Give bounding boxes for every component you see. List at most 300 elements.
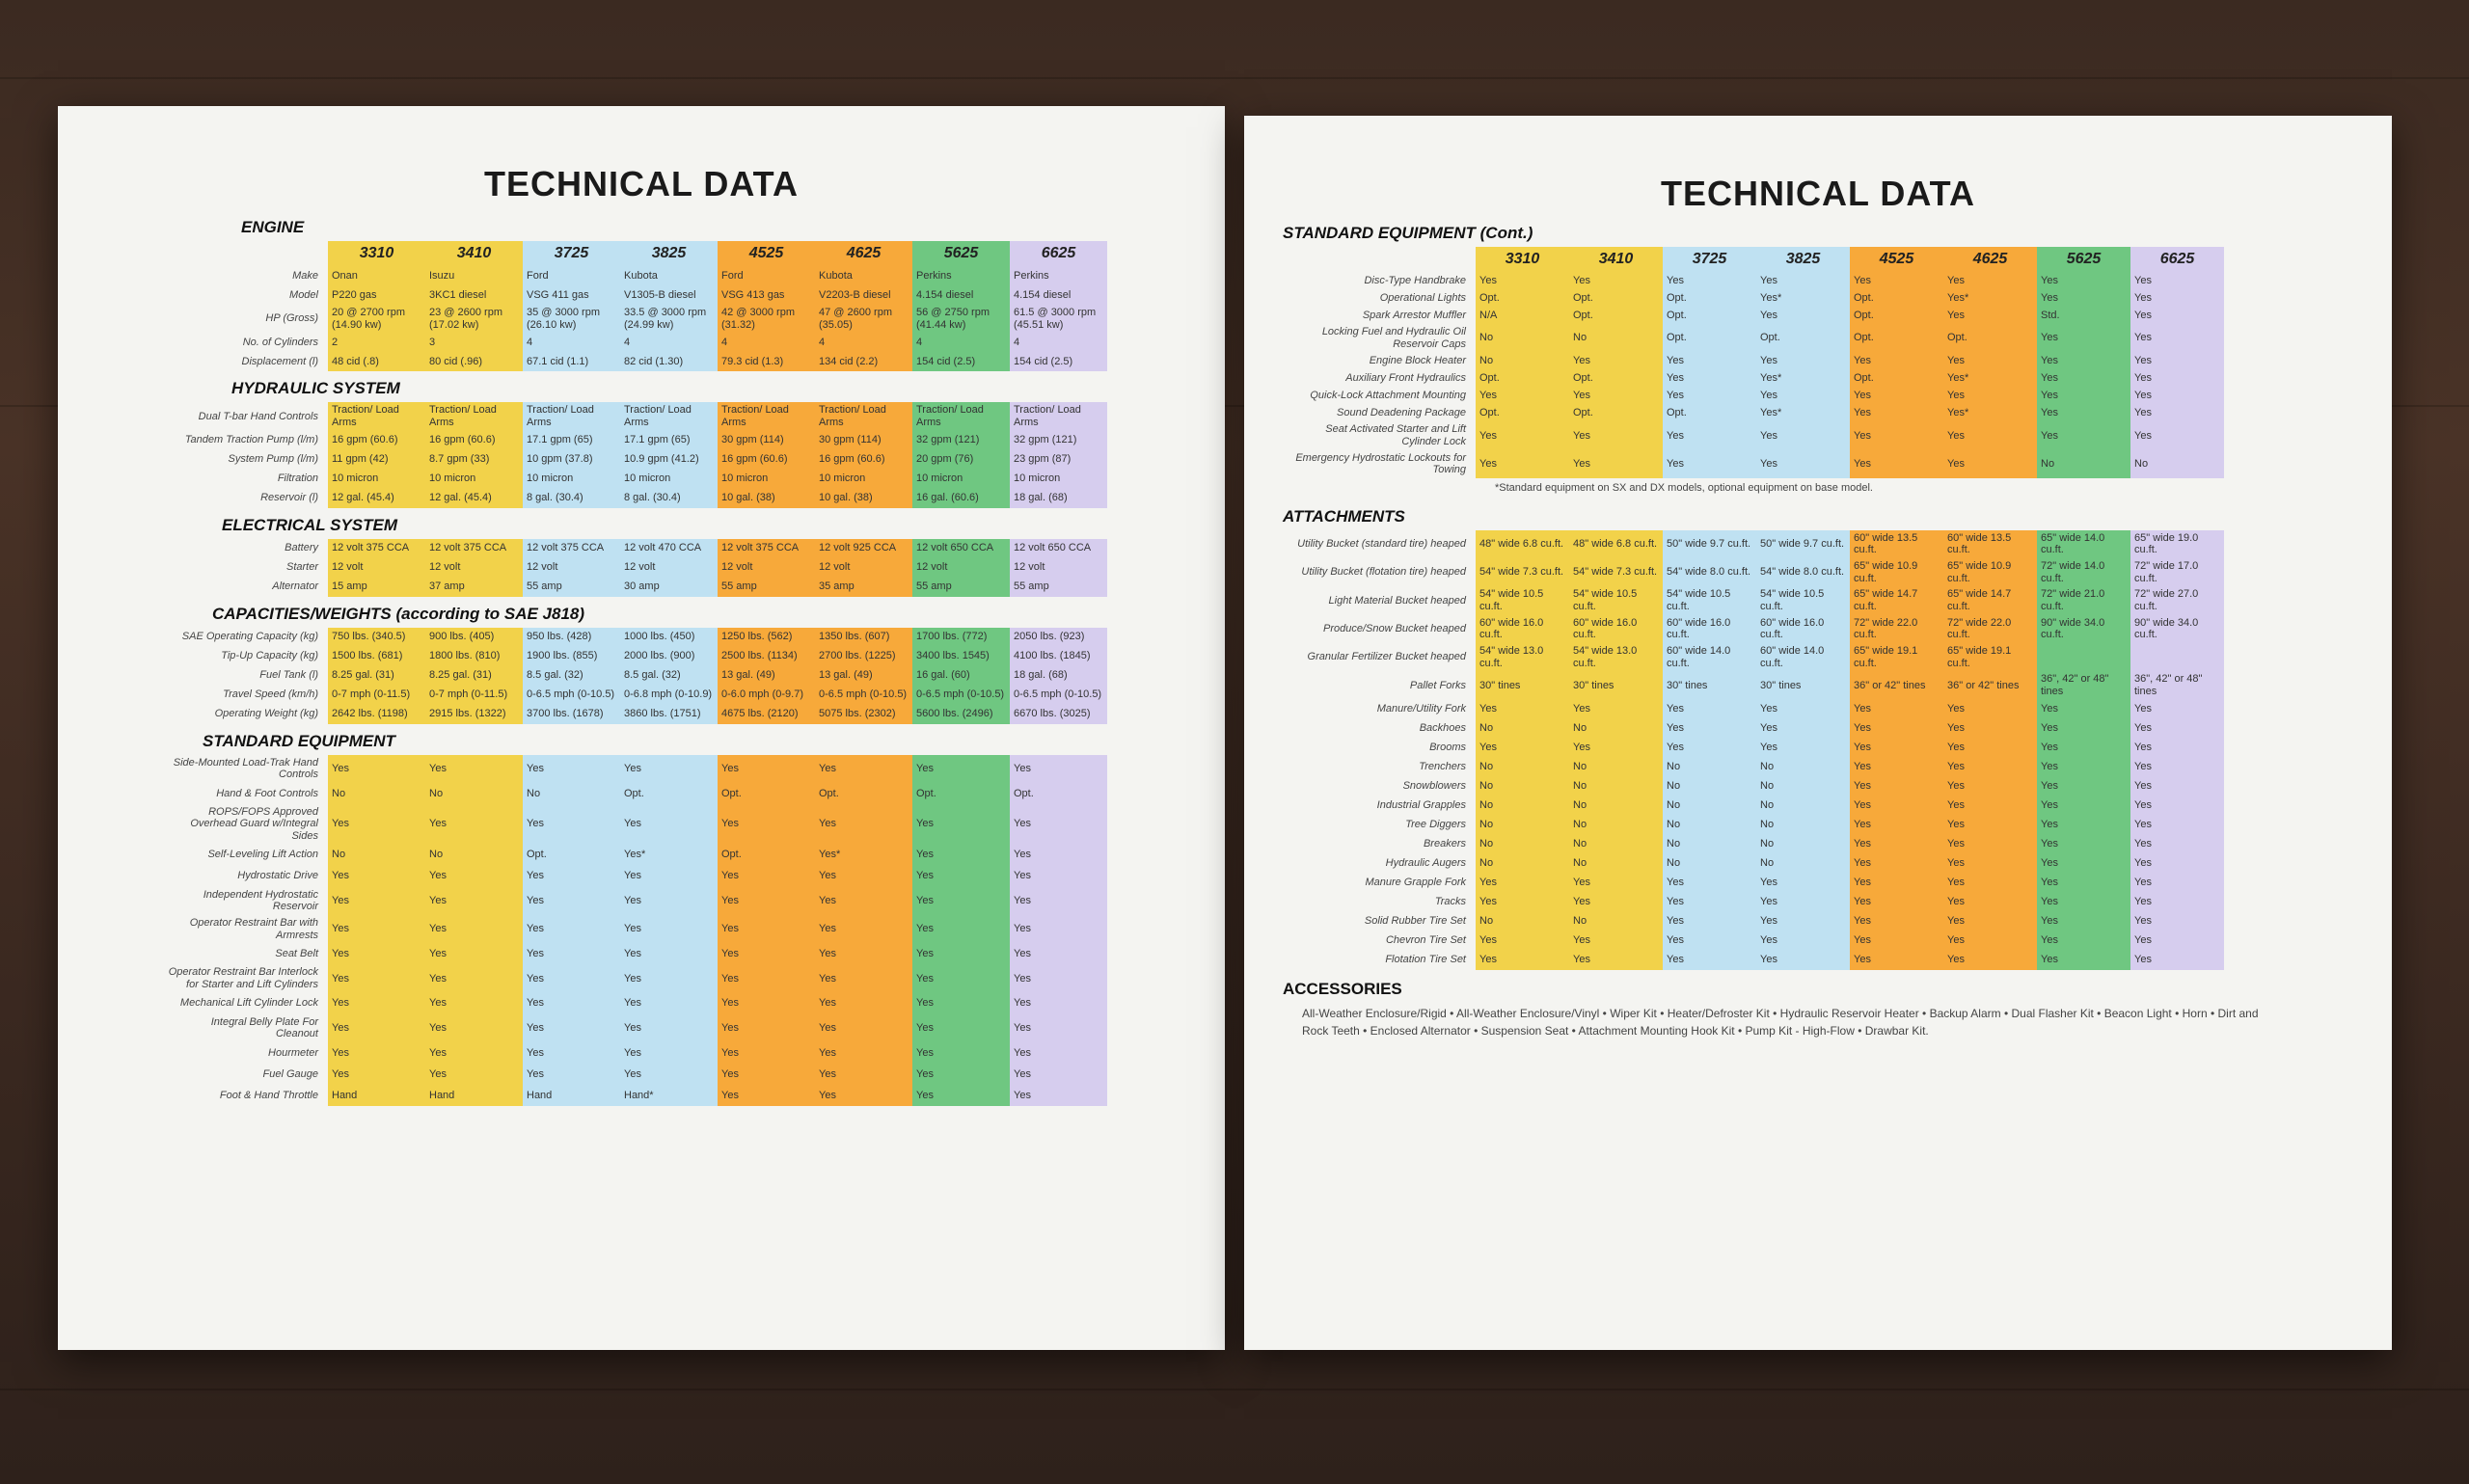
- spec-row: [164, 402, 1107, 430]
- spec-cell: Yes: [718, 964, 815, 992]
- spec-cell: Yes: [1756, 450, 1850, 478]
- spec-cell: Yes: [2130, 912, 2224, 931]
- spec-row: [164, 1064, 1107, 1085]
- spec-cell: 18 gal. (68): [1010, 666, 1107, 686]
- spec-cell: Yes: [1476, 893, 1569, 912]
- row-label: Operating Weight (kg): [214, 708, 318, 720]
- spec-cell: Yes: [1476, 739, 1569, 758]
- spec-cell: Opt.: [1010, 783, 1107, 804]
- spec-cell: 0-6.8 mph (0-10.9): [620, 686, 718, 705]
- spec-cell: 72" wide 14.0 cu.ft.: [2037, 558, 2130, 586]
- spec-cell: 23 gpm (87): [1010, 450, 1107, 470]
- spec-cell: Opt.: [1663, 289, 1756, 307]
- spec-cell: No: [1476, 324, 1569, 352]
- spec-cell: Yes: [2130, 324, 2224, 352]
- spec-cell: Opt.: [1756, 324, 1850, 352]
- spec-cell: 30" tines: [1476, 671, 1569, 699]
- spec-cell: Yes: [1663, 893, 1756, 912]
- spec-cell: 60" wide 16.0 cu.ft.: [1756, 615, 1850, 643]
- spec-cell: Yes: [2037, 796, 2130, 816]
- spec-cell: Yes: [912, 845, 1010, 866]
- row-label: Brooms: [1429, 742, 1466, 754]
- spec-cell: Yes: [1756, 421, 1850, 449]
- spec-cell: No: [1476, 854, 1569, 874]
- spec-cell: N/A: [1476, 307, 1569, 324]
- spec-cell: Yes: [2130, 874, 2224, 893]
- spec-cell: Yes: [1010, 915, 1107, 943]
- spec-cell: Yes: [912, 887, 1010, 915]
- spec-cell: 10 micron: [620, 470, 718, 489]
- spec-cell: 3KC1 diesel: [425, 285, 523, 305]
- spec-cell: Yes: [1663, 912, 1756, 931]
- spec-cell: Yes: [1569, 931, 1663, 951]
- spec-cell: Yes: [1569, 951, 1663, 970]
- spec-cell: Yes: [1850, 796, 1943, 816]
- spec-row: [164, 1085, 1107, 1106]
- row-label: Locking Fuel and Hydraulic Oil Reservoir Caps: [1321, 326, 1466, 350]
- spec-cell: Yes: [1943, 700, 2037, 719]
- spec-cell: Hand: [523, 1085, 620, 1106]
- spec-cell: 20 gpm (76): [912, 450, 1010, 470]
- spec-cell: Yes: [912, 1042, 1010, 1064]
- spec-row: [164, 470, 1107, 489]
- spec-row: [164, 1042, 1107, 1064]
- spec-row: [164, 804, 1107, 845]
- spec-cell: Yes: [2130, 854, 2224, 874]
- spec-row: [164, 285, 1107, 305]
- spec-cell: 54" wide 13.0 cu.ft.: [1569, 643, 1663, 671]
- spec-cell: 16 gpm (60.6): [718, 450, 815, 470]
- spec-row: [1283, 671, 2224, 699]
- spec-cell: Yes: [2037, 324, 2130, 352]
- spec-cell: Yes: [2130, 352, 2224, 369]
- spec-cell: Yes: [815, 866, 912, 887]
- model-header: 4625: [1943, 247, 2037, 272]
- spec-cell: 48 cid (.8): [328, 352, 425, 371]
- spec-cell: Ford: [718, 266, 815, 285]
- spec-cell: 12 volt 925 CCA: [815, 539, 912, 558]
- spec-cell: 60" wide 16.0 cu.ft.: [1569, 615, 1663, 643]
- left-page: [58, 106, 1225, 1350]
- spec-cell: Opt.: [1663, 324, 1756, 352]
- spec-cell: 65" wide 19.0 cu.ft.: [2130, 530, 2224, 558]
- spec-cell: 12 volt 375 CCA: [523, 539, 620, 558]
- spec-cell: Opt.: [1850, 324, 1943, 352]
- spec-cell: 1350 lbs. (607): [815, 628, 912, 647]
- spec-cell: Yes: [1850, 931, 1943, 951]
- spec-cell: Yes: [2037, 352, 2130, 369]
- spec-cell: Yes: [620, 804, 718, 845]
- spec-cell: Yes: [1663, 719, 1756, 739]
- row-label: Foot & Hand Throttle: [219, 1089, 318, 1101]
- spec-row: [1283, 643, 2224, 671]
- spec-cell: 60" wide 13.5 cu.ft.: [1850, 530, 1943, 558]
- spec-cell: 36" or 42" tines: [1850, 671, 1943, 699]
- spec-row: [1283, 893, 2224, 912]
- spec-cell: Yes: [1756, 700, 1850, 719]
- spec-cell: 65" wide 19.1 cu.ft.: [1943, 643, 2037, 671]
- spec-cell: 65" wide 14.0 cu.ft.: [2037, 530, 2130, 558]
- row-label: Spark Arrestor Muffler: [1362, 309, 1466, 321]
- spec-cell: Yes: [2130, 739, 2224, 758]
- spec-cell: Yes*: [1943, 404, 2037, 421]
- spec-cell: Kubota: [815, 266, 912, 285]
- section-heading: ENGINE: [241, 218, 305, 236]
- spec-cell: Yes: [2130, 289, 2224, 307]
- spec-row: [164, 783, 1107, 804]
- spec-cell: Yes: [1663, 352, 1756, 369]
- spec-cell: 2642 lbs. (1198): [328, 705, 425, 724]
- spec-cell: Yes: [1756, 719, 1850, 739]
- spec-cell: 8.5 gal. (32): [523, 666, 620, 686]
- spec-cell: 11 gpm (42): [328, 450, 425, 470]
- spec-row: [1283, 307, 2224, 324]
- spec-cell: No: [1756, 758, 1850, 777]
- spec-cell: Yes: [523, 1042, 620, 1064]
- spec-cell: 4.154 diesel: [1010, 285, 1107, 305]
- spec-cell: Yes: [912, 943, 1010, 964]
- row-label: Emergency Hydrostatic Lockouts for Towing: [1295, 451, 1466, 476]
- row-label: Pallet Forks: [1409, 679, 1466, 691]
- spec-cell: 2050 lbs. (923): [1010, 628, 1107, 647]
- spec-cell: 30" tines: [1756, 671, 1850, 699]
- spec-cell: 18 gal. (68): [1010, 489, 1107, 508]
- spec-cell: Yes: [328, 915, 425, 943]
- spec-cell: Traction/ Load Arms: [1010, 402, 1107, 430]
- spec-cell: Yes: [1663, 450, 1756, 478]
- spec-cell: Yes: [1943, 874, 2037, 893]
- spec-cell: 12 volt: [425, 558, 523, 578]
- spec-cell: Yes: [1569, 739, 1663, 758]
- spec-row: [164, 943, 1107, 964]
- row-label: Quick-Lock Attachment Mounting: [1310, 389, 1466, 401]
- spec-cell: Yes: [425, 1064, 523, 1085]
- spec-row: [1283, 586, 2224, 614]
- spec-cell: Yes: [1569, 893, 1663, 912]
- spec-cell: Yes: [1850, 854, 1943, 874]
- spec-cell: Yes: [1943, 739, 2037, 758]
- spec-cell: No: [1569, 324, 1663, 352]
- spec-cell: No: [1476, 796, 1569, 816]
- std-cont-table: [1283, 247, 2224, 478]
- spec-cell: 55 amp: [718, 578, 815, 597]
- spec-cell: Yes: [1943, 816, 2037, 835]
- spec-cell: 35 @ 3000 rpm (26.10 kw): [523, 305, 620, 333]
- spec-cell: Yes: [620, 915, 718, 943]
- section-table: [164, 539, 1107, 597]
- spec-cell: 30" tines: [1663, 671, 1756, 699]
- spec-row: [1283, 912, 2224, 931]
- spec-row: [1283, 835, 2224, 854]
- spec-cell: 54" wide 7.3 cu.ft.: [1476, 558, 1569, 586]
- model-header: 4525: [718, 241, 815, 266]
- row-label: No. of Cylinders: [242, 336, 318, 348]
- row-label: Industrial Grapples: [1376, 799, 1466, 812]
- spec-cell: Yes: [425, 993, 523, 1014]
- spec-cell: Traction/ Load Arms: [718, 402, 815, 430]
- spec-cell: Yes: [1010, 887, 1107, 915]
- spec-cell: Kubota: [620, 266, 718, 285]
- spec-cell: 0-7 mph (0-11.5): [328, 686, 425, 705]
- spec-cell: 12 volt 650 CCA: [912, 539, 1010, 558]
- row-label: Backhoes: [1419, 722, 1466, 735]
- spec-cell: No: [1569, 777, 1663, 796]
- spec-cell: No: [1756, 854, 1850, 874]
- spec-cell: 82 cid (1.30): [620, 352, 718, 371]
- row-label: Self-Leveling Lift Action: [207, 849, 318, 861]
- spec-cell: 4: [1010, 333, 1107, 352]
- model-header: 6625: [2130, 247, 2224, 272]
- spec-cell: Yes: [2130, 835, 2224, 854]
- spec-cell: 60" wide 14.0 cu.ft.: [1756, 643, 1850, 671]
- spec-cell: Yes: [425, 964, 523, 992]
- spec-cell: 47 @ 2600 rpm (35.05): [815, 305, 912, 333]
- spec-cell: 12 volt: [620, 558, 718, 578]
- spec-cell: 30 amp: [620, 578, 718, 597]
- spec-row: [164, 628, 1107, 647]
- spec-cell: Opt.: [815, 783, 912, 804]
- row-label: Independent Hydrostatic Reservoir: [203, 888, 318, 913]
- footnote: *Standard equipment on SX and DX models, optional equipment on base model.: [1495, 481, 1873, 494]
- spec-cell: 2700 lbs. (1225): [815, 647, 912, 666]
- spec-cell: Yes: [2037, 719, 2130, 739]
- spec-cell: 50" wide 9.7 cu.ft.: [1756, 530, 1850, 558]
- spec-cell: No: [1663, 854, 1756, 874]
- spec-cell: Yes: [1010, 964, 1107, 992]
- spec-cell: Opt.: [620, 783, 718, 804]
- spec-cell: 12 volt: [328, 558, 425, 578]
- spec-cell: Yes: [1850, 450, 1943, 478]
- spec-cell: No: [1476, 758, 1569, 777]
- spec-cell: Yes: [2037, 835, 2130, 854]
- spec-cell: No: [1476, 912, 1569, 931]
- spec-cell: Yes: [912, 866, 1010, 887]
- spec-cell: 0-6.5 mph (0-10.5): [912, 686, 1010, 705]
- accessories-heading: ACCESSORIES: [1283, 979, 1402, 998]
- row-label: Hydrostatic Drive: [237, 870, 318, 882]
- spec-cell: Yes: [1850, 835, 1943, 854]
- row-label: Fuel Gauge: [262, 1067, 318, 1080]
- spec-cell: Yes: [1010, 1042, 1107, 1064]
- spec-cell: Yes: [425, 915, 523, 943]
- model-header: 3410: [425, 241, 523, 266]
- spec-cell: 32 gpm (121): [912, 431, 1010, 450]
- spec-cell: 10 gpm (37.8): [523, 450, 620, 470]
- right-title: TECHNICAL DATA: [1661, 174, 1975, 213]
- spec-cell: Yes: [718, 804, 815, 845]
- spec-cell: No: [1756, 816, 1850, 835]
- spec-cell: Std.: [2037, 307, 2130, 324]
- row-label: Filtration: [277, 472, 318, 485]
- spec-cell: Yes: [1010, 1014, 1107, 1042]
- spec-cell: Yes: [328, 1064, 425, 1085]
- spec-cell: Yes: [620, 887, 718, 915]
- spec-cell: 65" wide 10.9 cu.ft.: [1943, 558, 2037, 586]
- row-label: Tip-Up Capacity (kg): [221, 650, 318, 662]
- spec-cell: 10 micron: [1010, 470, 1107, 489]
- row-label: Operator Restraint Bar with Armrests: [189, 917, 318, 941]
- spec-cell: 65" wide 10.9 cu.ft.: [1850, 558, 1943, 586]
- spec-cell: Yes: [1850, 739, 1943, 758]
- spec-cell: Yes: [1943, 272, 2037, 289]
- spec-row: [1283, 777, 2224, 796]
- spec-cell: 16 gpm (60.6): [815, 450, 912, 470]
- spec-cell: Yes: [1010, 866, 1107, 887]
- spec-cell: Yes: [523, 755, 620, 783]
- row-label: Utility Bucket (flotation tire) heaped: [1301, 566, 1466, 579]
- spec-cell: Yes: [815, 1042, 912, 1064]
- attachments-table: [1283, 530, 2392, 970]
- spec-cell: No: [1476, 816, 1569, 835]
- spec-cell: Yes: [1943, 387, 2037, 404]
- spec-cell: Yes: [2037, 893, 2130, 912]
- spec-cell: 12 gal. (45.4): [425, 489, 523, 508]
- spec-cell: Yes: [2037, 931, 2130, 951]
- row-label: Fuel Tank (l): [259, 669, 318, 682]
- spec-cell: Yes*: [1943, 369, 2037, 387]
- spec-cell: No: [1476, 719, 1569, 739]
- spec-cell: Yes: [1850, 951, 1943, 970]
- spec-cell: Yes: [1569, 874, 1663, 893]
- spec-cell: Yes: [1569, 700, 1663, 719]
- spec-cell: Yes: [1010, 1085, 1107, 1106]
- spec-cell: Yes: [328, 964, 425, 992]
- spec-cell: No: [1569, 816, 1663, 835]
- model-header: 4525: [1850, 247, 1943, 272]
- spec-row: [164, 686, 1107, 705]
- spec-cell: No: [425, 845, 523, 866]
- spec-row: [1283, 874, 2224, 893]
- spec-cell: Yes: [1569, 272, 1663, 289]
- spec-cell: Yes: [2037, 289, 2130, 307]
- spec-cell: Opt.: [912, 783, 1010, 804]
- spec-cell: Yes*: [1756, 369, 1850, 387]
- spec-cell: 2000 lbs. (900): [620, 647, 718, 666]
- spec-cell: Yes: [1943, 893, 2037, 912]
- spec-cell: VSG 413 gas: [718, 285, 815, 305]
- spec-cell: Yes: [620, 993, 718, 1014]
- model-header-row: [164, 241, 1107, 266]
- spec-cell: Yes: [1756, 272, 1850, 289]
- model-header: 3825: [1756, 247, 1850, 272]
- spec-cell: Yes: [815, 943, 912, 964]
- spec-cell: No: [1663, 777, 1756, 796]
- spec-cell: Yes: [1850, 700, 1943, 719]
- spec-cell: Yes: [328, 887, 425, 915]
- spec-cell: Opt.: [1943, 324, 2037, 352]
- spec-cell: 60" wide 16.0 cu.ft.: [1663, 615, 1756, 643]
- spec-cell: 5600 lbs. (2496): [912, 705, 1010, 724]
- spec-cell: Yes: [328, 866, 425, 887]
- row-label: Hourmeter: [268, 1046, 318, 1059]
- spec-cell: 54" wide 8.0 cu.ft.: [1663, 558, 1756, 586]
- spec-cell: Traction/ Load Arms: [815, 402, 912, 430]
- section-table: [164, 628, 1107, 724]
- row-label: Breakers: [1423, 838, 1466, 850]
- spec-cell: 154 cid (2.5): [912, 352, 1010, 371]
- spec-cell: Yes: [2130, 816, 2224, 835]
- spec-cell: Yes: [815, 964, 912, 992]
- spec-cell: 42 @ 3000 rpm (31.32): [718, 305, 815, 333]
- spec-cell: Yes: [1943, 758, 2037, 777]
- spec-cell: 2915 lbs. (1322): [425, 705, 523, 724]
- spec-cell: Opt.: [1663, 404, 1756, 421]
- spec-cell: Yes: [1010, 804, 1107, 845]
- section-heading: HYDRAULIC SYSTEM: [231, 379, 400, 398]
- spec-cell: Yes: [1476, 700, 1569, 719]
- spec-cell: Yes: [2130, 719, 2224, 739]
- spec-cell: 55 amp: [912, 578, 1010, 597]
- spec-cell: 10 micron: [523, 470, 620, 489]
- spec-cell: Yes: [328, 1042, 425, 1064]
- row-label: Mechanical Lift Cylinder Lock: [179, 997, 318, 1010]
- spec-cell: Yes: [1756, 951, 1850, 970]
- standard-equipment-cont-heading: STANDARD EQUIPMENT (Cont.): [1283, 224, 1533, 242]
- spec-cell: Yes: [2037, 739, 2130, 758]
- spec-cell: No: [1476, 352, 1569, 369]
- spec-cell: Yes: [425, 866, 523, 887]
- spec-cell: 48" wide 6.8 cu.ft.: [1569, 530, 1663, 558]
- section-heading: CAPACITIES/WEIGHTS (according to SAE J818): [212, 604, 585, 623]
- spec-cell: Yes: [1850, 272, 1943, 289]
- spec-row: [1283, 272, 2224, 289]
- spec-cell: Yes: [2037, 387, 2130, 404]
- spec-cell: Yes: [620, 964, 718, 992]
- spec-row: [164, 578, 1107, 597]
- spec-cell: Yes: [2130, 893, 2224, 912]
- spec-row: [1283, 719, 2224, 739]
- row-label: Tree Diggers: [1405, 819, 1466, 831]
- spec-cell: Yes: [2130, 421, 2224, 449]
- spec-cell: 16 gal. (60.6): [912, 489, 1010, 508]
- spec-cell: 0-6.5 mph (0-10.5): [523, 686, 620, 705]
- section-table: [164, 755, 1107, 1106]
- spec-cell: Opt.: [1850, 307, 1943, 324]
- spec-cell: 4.154 diesel: [912, 285, 1010, 305]
- spec-cell: 0-6.5 mph (0-10.5): [1010, 686, 1107, 705]
- spec-cell: V2203-B diesel: [815, 285, 912, 305]
- spec-cell: 90" wide 34.0 cu.ft.: [2130, 615, 2224, 643]
- spec-cell: Yes: [523, 887, 620, 915]
- spec-cell: Perkins: [912, 266, 1010, 285]
- spec-cell: Yes: [2037, 404, 2130, 421]
- spec-cell: Opt.: [1850, 289, 1943, 307]
- spec-cell: Yes*: [620, 845, 718, 866]
- spec-cell: 8 gal. (30.4): [523, 489, 620, 508]
- spec-cell: 4: [912, 333, 1010, 352]
- spec-cell: Perkins: [1010, 266, 1107, 285]
- spec-cell: Yes: [2037, 369, 2130, 387]
- spec-cell: 3860 lbs. (1751): [620, 705, 718, 724]
- spec-cell: Yes: [2130, 758, 2224, 777]
- spec-cell: 30 gpm (114): [815, 431, 912, 450]
- spec-cell: Yes: [815, 1014, 912, 1042]
- spec-cell: 1250 lbs. (562): [718, 628, 815, 647]
- spec-row: [164, 915, 1107, 943]
- spec-cell: 55 amp: [523, 578, 620, 597]
- spec-cell: Yes: [523, 993, 620, 1014]
- spec-cell: 12 volt 650 CCA: [1010, 539, 1107, 558]
- spec-cell: Yes: [2130, 796, 2224, 816]
- spec-cell: No: [1756, 777, 1850, 796]
- spec-cell: Onan: [328, 266, 425, 285]
- spec-row: [164, 558, 1107, 578]
- spec-cell: 50" wide 9.7 cu.ft.: [1663, 530, 1756, 558]
- spec-cell: 8.5 gal. (32): [620, 666, 718, 686]
- spec-cell: Yes: [1663, 931, 1756, 951]
- row-label: Utility Bucket (standard tire) heaped: [1297, 538, 1466, 551]
- spec-cell: Opt.: [1850, 369, 1943, 387]
